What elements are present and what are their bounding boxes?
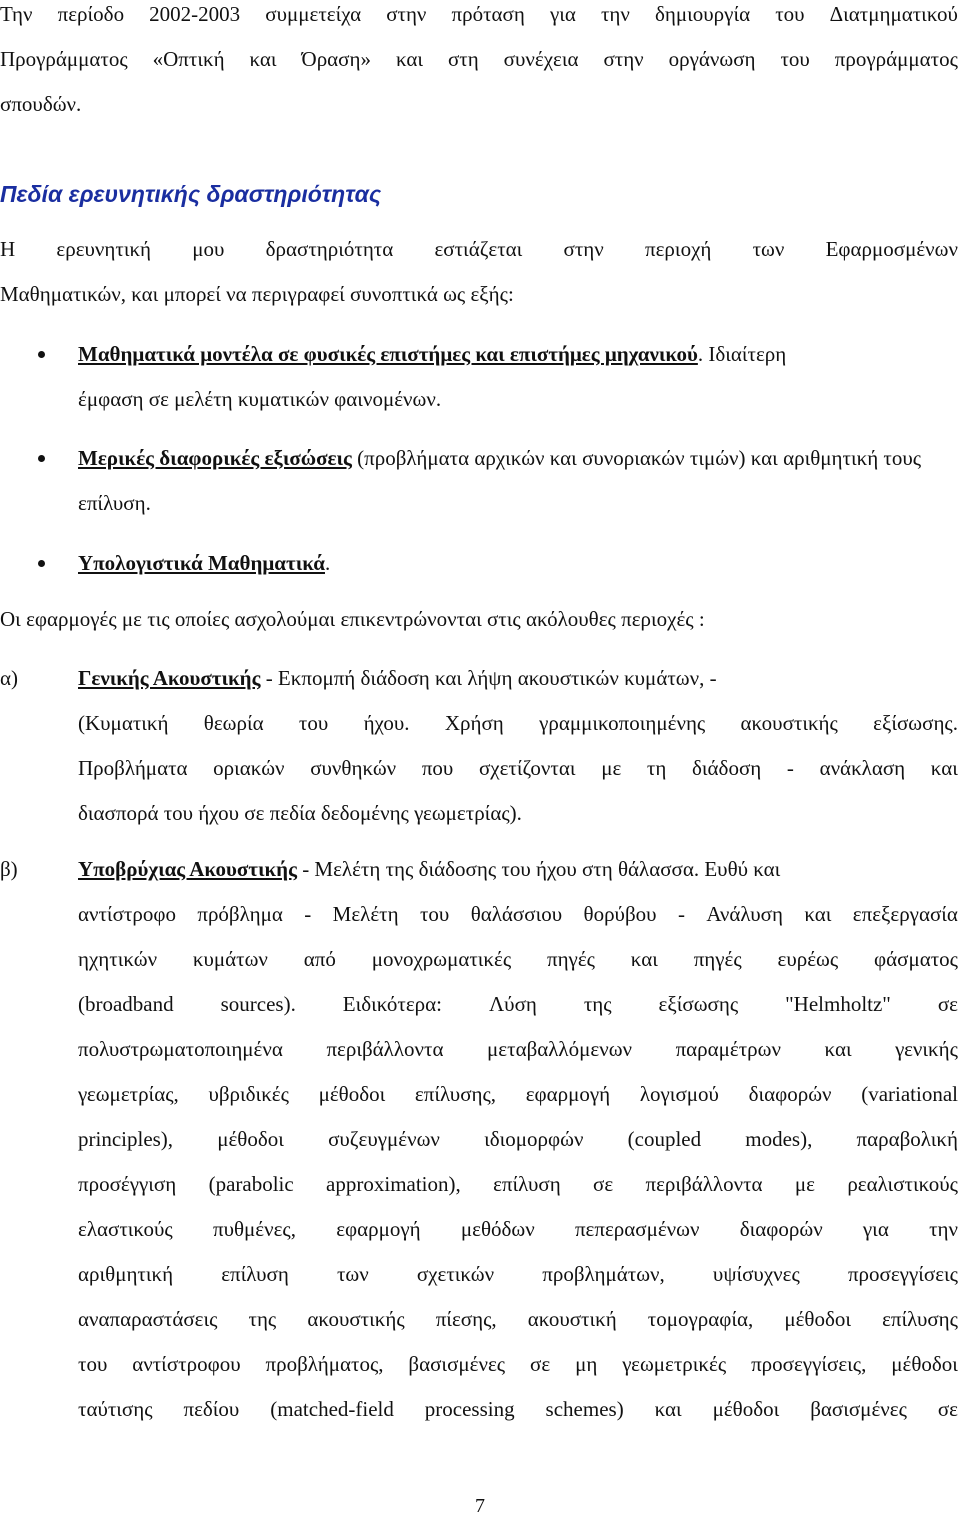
item-b-word: principles), — [78, 1127, 174, 1151]
bullet-rest-text: (προβλήματα αρχικών και συνοριακών τιμών) και — [351, 446, 778, 470]
item-b-line — [78, 982, 958, 1027]
item-a-line-2 — [78, 701, 958, 746]
item-b-word: και — [804, 902, 832, 926]
bullet-line-2: έμφαση σε μελέτη κυματικών φαινομένων. — [78, 387, 442, 411]
research-word: περιοχή — [645, 237, 712, 261]
item-b-word: ηχητικών — [78, 947, 158, 971]
item-a-word: θεωρία — [203, 711, 264, 735]
item-b-word: της — [583, 992, 612, 1016]
item-b-word: πυθμένες, — [212, 1217, 296, 1241]
item-b-word: βασισμένες — [810, 1397, 907, 1421]
item-a-word: γραμμικοποιημένης — [539, 711, 706, 735]
item-b-word: αντίστροφο — [78, 902, 176, 926]
research-word: των — [752, 237, 785, 261]
item-b-word: προβλημάτων, — [542, 1262, 665, 1286]
item-b-word: - — [304, 902, 312, 926]
item-b-label: β) — [0, 857, 18, 881]
item-b-word: γενικής — [895, 1037, 958, 1061]
item-b-word: Ειδικότερα: — [342, 992, 442, 1016]
item-b-word: για — [862, 1217, 889, 1241]
intro-word: Προγράμματος — [0, 47, 128, 71]
intro-word: στην — [386, 2, 427, 26]
item-a-text: Γενικής Ακουστικής - Εκπομπή διάδοση και λήψη ακουστικών κυμάτων, - (Κυματική θεωρία του ήχου. Χρήση γραμμικοποιημένης ακουστικής εξίσωσης. Προβλήματα οριακών συνθηκών που σχετίζονται με τη διάδοση - ανάκλαση και διασπορά του ήχου σε πεδία δεδομένης γεωμετρίας). — [78, 666, 958, 825]
research-line-1 — [0, 227, 958, 272]
item-b-line — [78, 1387, 958, 1432]
item-b-word: αναπαραστάσεις — [78, 1307, 218, 1331]
item-b-word: της — [248, 1307, 277, 1331]
item-b-word: προσεγγίσεις — [847, 1262, 958, 1286]
item-b-word: από — [303, 947, 336, 971]
item-a-word: (Κυματική — [78, 711, 169, 735]
item-b-word: μέθοδοι — [712, 1397, 780, 1421]
item-b-word: "Helmholtz" — [785, 992, 891, 1016]
bullet-bold-text: Μερικές διαφορικές εξισώσεις — [78, 446, 352, 470]
item-a-line-4: διασπορά του ήχου σε πεδία δεδομένης γεωμετρίας). — [78, 801, 522, 825]
bullet-bold-text: Υπολογιστικά Μαθηματικά — [78, 551, 325, 575]
intro-line-1 — [0, 0, 958, 37]
item-b-word: τομογραφία, — [647, 1307, 754, 1331]
item-b-word: schemes) — [545, 1397, 624, 1421]
item-b-word: μέθοδοι — [318, 1082, 386, 1106]
item-b-word: περιβάλλοντα — [645, 1172, 763, 1196]
item-b-word: επίλυση — [221, 1262, 289, 1286]
item-b-text: Υποβρύχιας Ακουστικής - Μελέτη της διάδοσης του ήχου στη θάλασσα. Ευθύ και αντίστροφο πρόβλημα - Μελέτη του θαλάσσιου θορύβου - Ανάλυση και επεξεργασία ηχητικών κυμάτων από μονοχρωματικές πηγές και πηγές ευρέως φάσματος (broadband sources). Ειδικότερα: Λύση της εξίσωσης "Helmholtz" σε πολυστρωματοποιημένα περιβάλλοντα μεταβαλλόμενων παραμέτρων και γενικής γεωμετρίας, υβριδικές μέθοδοι επίλυσης, εφαρμογή λογισμού διαφορών (variational principles), μέθοδοι συζευγμένων ιδιομορφών (coupled modes), παραβολική προσέγγιση (parabolic approximation), επίλυση σε περιβάλλοντα με ρεαλιστικούς ελαστικούς πυθμένες, εφαρμογή μεθόδων πεπερασμένων διαφορών για την αριθμητική επίλυση των σχετικών προβλημάτων, υψίσυχνες προσεγγίσεις αναπαραστάσεις της ακουστικής πίεσης, ακουστική τομογραφία, μέθοδοι επίλυσης του αντίστροφου προβλήματος, βασισμένες σε μη γεωμετρικές προσεγγίσεις, μέθοδοι ταύτισης πεδίου (matched-field processing schemes) και μέθοδοι βασισμένες σε — [78, 847, 958, 1432]
item-a-word: με — [601, 756, 622, 780]
item-b-word: υψίσυχνες — [712, 1262, 800, 1286]
item-a-word: σχετίζονται — [478, 756, 576, 780]
item-b-word: γεωμετρικές — [622, 1352, 727, 1376]
research-paragraph — [0, 227, 958, 317]
item-b-word: εφαρμογή — [336, 1217, 421, 1241]
item-b-line — [78, 1252, 958, 1297]
item-b-word: πηγές — [693, 947, 742, 971]
intro-word: στη — [447, 47, 479, 71]
item-b-word: (broadband — [78, 992, 174, 1016]
item-b-word: αντίστροφου — [132, 1352, 241, 1376]
item-b-word: πηγές — [546, 947, 595, 971]
section-heading: Πεδία ερευνητικής δραστηριότητας — [0, 181, 382, 207]
intro-word: πρόταση — [451, 2, 525, 26]
item-b-line — [78, 1117, 958, 1162]
item-b-line — [78, 1027, 958, 1072]
item-b-word: ταύτισης — [78, 1397, 153, 1421]
item-b-word: (matched-field — [270, 1397, 394, 1421]
item-b-word: σε — [530, 1352, 551, 1376]
intro-word: οργάνωση — [668, 47, 756, 71]
item-b-word: διαφορών — [748, 1082, 832, 1106]
research-word: στην — [563, 237, 604, 261]
intro-word: δημιουργία — [655, 2, 751, 26]
item-b-word: Μελέτη — [332, 902, 399, 926]
item-b-word: περιβάλλοντα — [326, 1037, 444, 1061]
intro-word: περίοδο — [57, 2, 125, 26]
research-line-2: Μαθηματικών, και μπορεί να περιγραφεί συνοπτικά ως εξής: — [0, 282, 514, 306]
item-b-word: processing — [424, 1397, 515, 1421]
item-b-word: sources). — [220, 992, 296, 1016]
item-b-word: αριθμητική — [78, 1262, 174, 1286]
item-b-word: μεταβαλλόμενων — [487, 1037, 633, 1061]
bullet-icon — [38, 455, 45, 462]
item-b-word: μέθοδοι — [784, 1307, 852, 1331]
item-b-word: φάσματος — [874, 947, 958, 971]
item-b-word: επίλυσης, — [414, 1082, 497, 1106]
item-b-word: πολυστρωματοποιημένα — [78, 1037, 283, 1061]
item-b-line — [78, 892, 958, 937]
intro-word: Την — [0, 2, 33, 26]
item-b-word: πίεσης, — [435, 1307, 497, 1331]
intro-word: στην — [603, 47, 644, 71]
item-b-word: - — [677, 902, 685, 926]
research-word: μου — [192, 237, 225, 261]
item-b-word: approximation), — [326, 1172, 461, 1196]
item-b-word: λογισμού — [639, 1082, 719, 1106]
item-b-word: θορύβου — [583, 902, 657, 926]
item-b-word: ακουστικής — [307, 1307, 405, 1331]
item-b-word: γεωμετρίας, — [78, 1082, 179, 1106]
item-b-word: μονοχρωματικές — [371, 947, 512, 971]
item-b-word: μεθόδων — [460, 1217, 535, 1241]
bullet-rest-text: . Ιδιαίτερη — [697, 342, 787, 366]
intro-word: συνέχεια — [503, 47, 579, 71]
item-b-word: επίλυσης — [882, 1307, 958, 1331]
item-b-word: και — [630, 947, 658, 971]
item-b-line — [78, 1072, 958, 1117]
intro-word: του — [775, 2, 805, 26]
item-a-word: Προβλήματα — [78, 756, 188, 780]
item-a-word: του — [298, 711, 329, 735]
research-word: δραστηριότητα — [265, 237, 394, 261]
item-b-word: βασισμένες — [408, 1352, 506, 1376]
intro-word: για — [549, 2, 576, 26]
item-a-word: Χρήση — [444, 711, 504, 735]
research-word: Εφαρμοσμένων — [825, 237, 958, 261]
item-b-word: προσεγγίσεις, — [751, 1352, 867, 1376]
item-b-word: επεξεργασία — [852, 902, 958, 926]
item-a-word: ακουστικής — [740, 711, 838, 735]
intro-word: 2002-2003 — [149, 2, 241, 26]
item-b-word: σε — [593, 1172, 614, 1196]
item-b-word: σχετικών — [416, 1262, 495, 1286]
item-b-bold: Υποβρύχιας Ακουστικής — [78, 857, 297, 881]
item-a-word: ήχου. — [363, 711, 410, 735]
intro-paragraph — [0, 0, 958, 127]
item-a-word: συνθηκών — [310, 756, 397, 780]
item-b-word: την — [929, 1217, 958, 1241]
item-b-word: (variational — [861, 1082, 958, 1106]
item-a-bold: Γενικής Ακουστικής — [78, 666, 261, 690]
item-b-word: εφαρμογή — [525, 1082, 611, 1106]
item-b-word: σε — [937, 1397, 958, 1421]
intro-word: του — [780, 47, 810, 71]
intro-line-2 — [0, 37, 958, 82]
item-a-word: - — [786, 756, 794, 780]
item-b-word: ρεαλιστικούς — [847, 1172, 958, 1196]
item-b-word: εξίσωσης — [658, 992, 739, 1016]
item-a-word: εξίσωσης. — [873, 711, 958, 735]
item-a-word: διάδοση — [692, 756, 762, 780]
item-b-word: των — [336, 1262, 369, 1286]
item-b-word: ακουστική — [527, 1307, 617, 1331]
item-a-word: και — [930, 756, 958, 780]
intro-word: και — [395, 47, 423, 71]
intro-word: συμμετείχα — [265, 2, 362, 26]
item-b-word: πρόβλημα — [197, 902, 283, 926]
item-a-line-3 — [78, 746, 958, 791]
item-b-word: και — [654, 1397, 682, 1421]
item-b-word: παραβολική — [856, 1127, 958, 1151]
item-a-word: ανάκλαση — [819, 756, 906, 780]
bullet-icon — [38, 560, 45, 567]
item-b-word: συζευγμένων — [328, 1127, 440, 1151]
item-b-word: πεπερασμένων — [574, 1217, 700, 1241]
item-b-word: ιδιομορφών — [484, 1127, 584, 1151]
item-b-word: και — [824, 1037, 852, 1061]
item-b-word: σε — [937, 992, 958, 1016]
intro-word: και — [249, 47, 277, 71]
item-b-word: Λύση — [488, 992, 537, 1016]
item-b-line — [78, 1342, 958, 1387]
item-b-word: ευρέως — [777, 947, 839, 971]
item-b-word: παραμέτρων — [675, 1037, 781, 1061]
item-b-word: επίλυση — [493, 1172, 561, 1196]
research-word: ερευνητική — [56, 237, 152, 261]
item-b-word: προσέγγιση — [78, 1172, 177, 1196]
intro-word: Όραση» — [301, 47, 371, 71]
item-b-word: προβλήματος, — [265, 1352, 384, 1376]
item-a-label: α) — [0, 666, 18, 690]
bullet-icon — [38, 351, 45, 358]
intro-word: «Οπτική — [152, 47, 225, 71]
item-b-word: (parabolic — [208, 1172, 294, 1196]
item-b-word: θαλάσσιου — [470, 902, 563, 926]
item-b-lines — [78, 892, 958, 1432]
item-b-word: μέθοδοι — [217, 1127, 284, 1151]
item-b-word: ελαστικούς — [78, 1217, 173, 1241]
intro-word: Διατμηματικού — [829, 2, 958, 26]
item-b-word: (coupled — [627, 1127, 702, 1151]
item-b-word: Ανάλυση — [706, 902, 783, 926]
intro-line-3: σπουδών. — [0, 92, 82, 116]
intro-word: προγράμματος — [834, 47, 958, 71]
item-b-word: modes), — [745, 1127, 813, 1151]
item-b-line — [78, 1207, 958, 1252]
research-word: εστιάζεται — [434, 237, 523, 261]
page-number: 7 — [475, 1495, 485, 1517]
item-b-word: με — [794, 1172, 815, 1196]
item-b-line — [78, 1297, 958, 1342]
item-b-word: κυμάτων — [192, 947, 268, 971]
item-b-word: διαφορών — [739, 1217, 823, 1241]
item-b-word: μέθοδοι — [891, 1352, 958, 1376]
bullet-bold-text: Μαθηματικά μοντέλα σε φυσικές επιστήμες και επιστήμες μηχανικού — [78, 342, 698, 366]
item-a-word: τη — [646, 756, 667, 780]
research-word: Η — [0, 237, 16, 261]
item-b-word: του — [419, 902, 450, 926]
item-a-word: οριακών — [213, 756, 285, 780]
item-b-word: υβριδικές — [208, 1082, 289, 1106]
item-b-line — [78, 1162, 958, 1207]
item-b-word: μη — [575, 1352, 598, 1376]
item-b-line — [78, 937, 958, 982]
item-b-word: πεδίου — [183, 1397, 240, 1421]
item-a-word: που — [421, 756, 454, 780]
applications-intro: Οι εφαρμογές με τις οποίες ασχολούμαι επικεντρώνονται στις ακόλουθες περιοχές : — [0, 607, 705, 631]
bullet-line-2: αριθμητική τους επίλυση. — [78, 446, 922, 515]
item-b-word: του — [78, 1352, 108, 1376]
intro-word: την — [600, 2, 630, 26]
bullet-rest-text: . — [324, 551, 331, 575]
